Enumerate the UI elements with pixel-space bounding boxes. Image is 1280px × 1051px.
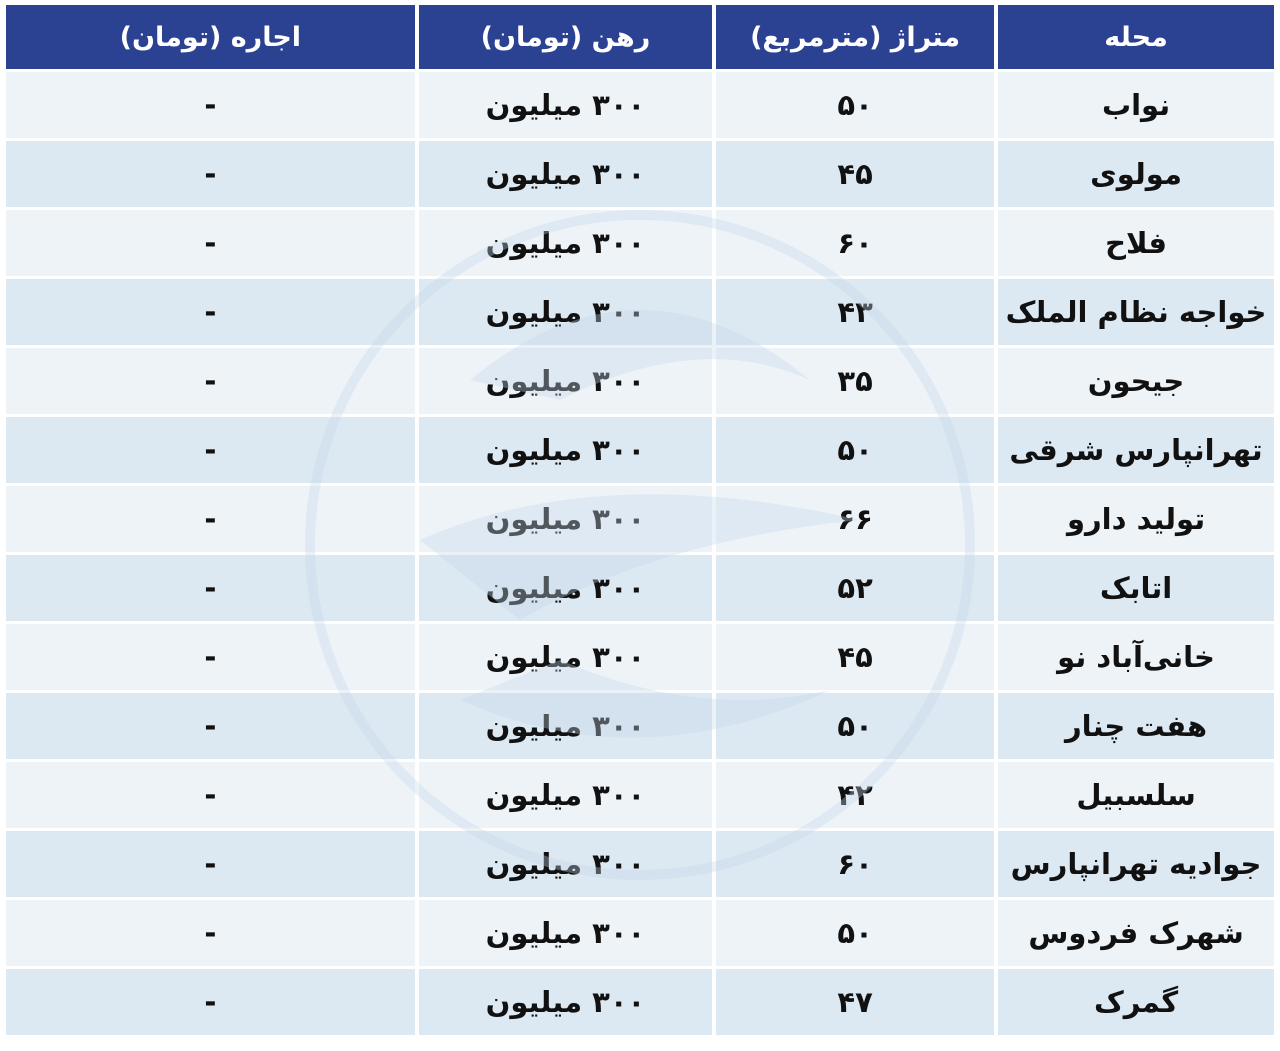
table-row — [6, 348, 1274, 414]
table-body — [6, 72, 1274, 1035]
cell-size: ۵۲ — [716, 555, 994, 621]
cell-deposit: ۳۰۰ میلیون — [419, 693, 712, 759]
cell-size: ۵۰ — [716, 72, 994, 138]
cell-size: ۵۰ — [716, 693, 994, 759]
cell-deposit: ۳۰۰ میلیون — [419, 486, 712, 552]
cell-deposit: ۳۰۰ میلیون — [419, 141, 712, 207]
cell-size: ۵۰ — [716, 900, 994, 966]
cell-size: ۶۶ — [716, 486, 994, 552]
header-row — [6, 5, 1274, 69]
cell-rent: - — [6, 486, 415, 552]
cell-rent: - — [6, 831, 415, 897]
cell-deposit: ۳۰۰ میلیون — [419, 831, 712, 897]
cell-size: ۵۰ — [716, 417, 994, 483]
cell-size: ۴۷ — [716, 969, 994, 1035]
table-row — [6, 762, 1274, 828]
cell-rent: - — [6, 279, 415, 345]
cell-area: اتابک — [998, 555, 1274, 621]
header-rent: اجاره (تومان) — [6, 5, 415, 69]
cell-deposit: ۳۰۰ میلیون — [419, 417, 712, 483]
header-size: متراژ (مترمربع) — [716, 5, 994, 69]
cell-area: فلاح — [998, 210, 1274, 276]
header-area: محله — [998, 5, 1274, 69]
cell-size: ۴۵ — [716, 141, 994, 207]
cell-rent: - — [6, 417, 415, 483]
table-row — [6, 969, 1274, 1035]
table-row — [6, 831, 1274, 897]
cell-size: ۴۳ — [716, 279, 994, 345]
cell-rent: - — [6, 624, 415, 690]
table-row — [6, 693, 1274, 759]
cell-rent: - — [6, 555, 415, 621]
table-row — [6, 624, 1274, 690]
table-row — [6, 486, 1274, 552]
cell-size: ۶۰ — [716, 210, 994, 276]
cell-area: نواب — [998, 72, 1274, 138]
cell-size: ۳۵ — [716, 348, 994, 414]
table-row — [6, 900, 1274, 966]
cell-area: مولوی — [998, 141, 1274, 207]
table-row — [6, 141, 1274, 207]
cell-area: شهرک فردوس — [998, 900, 1274, 966]
table-header — [6, 5, 1274, 69]
cell-area: جوادیه تهرانپارس — [998, 831, 1274, 897]
cell-deposit: ۳۰۰ میلیون — [419, 72, 712, 138]
cell-rent: - — [6, 141, 415, 207]
cell-area: گمرک — [998, 969, 1274, 1035]
cell-rent: - — [6, 900, 415, 966]
cell-deposit: ۳۰۰ میلیون — [419, 969, 712, 1035]
rent-table — [2, 2, 1278, 1038]
cell-area: خواجه نظام الملک — [998, 279, 1274, 345]
cell-area: سلسبیل — [998, 762, 1274, 828]
cell-area: جیحون — [998, 348, 1274, 414]
cell-area: تهرانپارس شرقی — [998, 417, 1274, 483]
cell-rent: - — [6, 72, 415, 138]
cell-deposit: ۳۰۰ میلیون — [419, 900, 712, 966]
cell-size: ۶۰ — [716, 831, 994, 897]
cell-rent: - — [6, 693, 415, 759]
table-row — [6, 72, 1274, 138]
cell-rent: - — [6, 762, 415, 828]
table-row — [6, 279, 1274, 345]
table-row — [6, 555, 1274, 621]
cell-deposit: ۳۰۰ میلیون — [419, 555, 712, 621]
table-row — [6, 417, 1274, 483]
cell-rent: - — [6, 969, 415, 1035]
cell-size: ۴۲ — [716, 762, 994, 828]
cell-deposit: ۳۰۰ میلیون — [419, 210, 712, 276]
cell-deposit: ۳۰۰ میلیون — [419, 279, 712, 345]
cell-area: خانی‌آباد نو — [998, 624, 1274, 690]
cell-size: ۴۵ — [716, 624, 994, 690]
cell-deposit: ۳۰۰ میلیون — [419, 762, 712, 828]
cell-area: هفت چنار — [998, 693, 1274, 759]
cell-deposit: ۳۰۰ میلیون — [419, 624, 712, 690]
cell-rent: - — [6, 348, 415, 414]
cell-rent: - — [6, 210, 415, 276]
cell-area: تولید دارو — [998, 486, 1274, 552]
header-deposit: رهن (تومان) — [419, 5, 712, 69]
table-row — [6, 210, 1274, 276]
cell-deposit: ۳۰۰ میلیون — [419, 348, 712, 414]
